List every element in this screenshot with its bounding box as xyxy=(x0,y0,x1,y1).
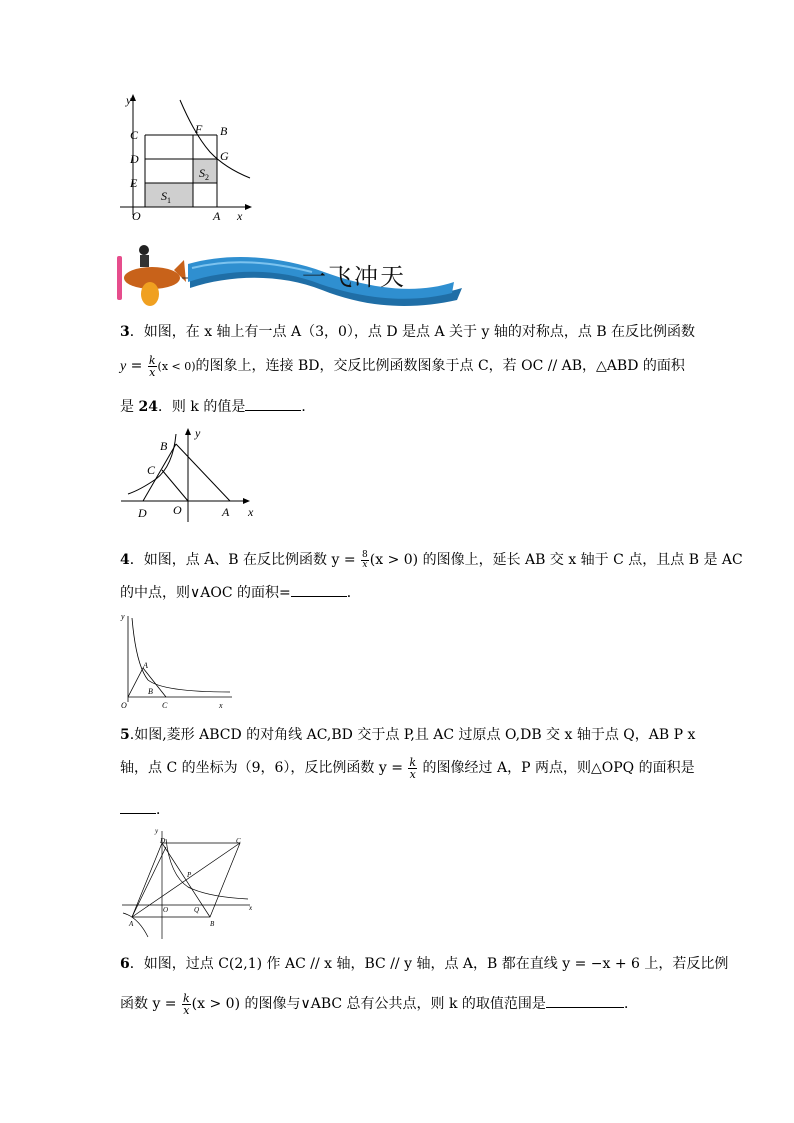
q4-line1 xyxy=(120,549,743,570)
q3-text-3a: 是 xyxy=(120,399,139,415)
q4-frac-num: 8 xyxy=(362,549,368,560)
diagonal-db xyxy=(162,843,210,917)
label-f: F xyxy=(195,122,203,136)
q5-answer-blank[interactable] xyxy=(120,801,156,814)
label-b: B xyxy=(160,439,168,453)
label-d: D xyxy=(138,506,147,520)
q5-text-end: ． xyxy=(156,802,170,818)
line-a-d xyxy=(132,847,169,917)
label-d: D xyxy=(130,152,139,166)
segment-oc xyxy=(162,470,188,501)
q5-text-2a: 轴，点 C 的坐标为（9，6），反比例函数 y = xyxy=(120,760,408,776)
q5-line3 xyxy=(120,801,680,818)
q6-fraction xyxy=(182,993,191,1016)
q5-frac-num: k xyxy=(409,755,417,769)
label-x: x xyxy=(249,904,253,912)
q3-text-end: ． xyxy=(301,399,316,415)
q3-text-2: 的图象上，连接 BD，交反比例函数图象于点 C，若 OC // AB，△ABD 的面积 xyxy=(195,358,685,374)
q6-text-end: ． xyxy=(623,996,638,1012)
label-a: A xyxy=(213,209,221,223)
q4-line2 xyxy=(120,584,680,601)
q4-text-end: ． xyxy=(346,585,361,601)
segment-ba xyxy=(176,444,230,501)
label-c: C xyxy=(162,701,168,710)
label-y: y xyxy=(121,612,125,621)
q3-text-3c: ．则 k 的值是 xyxy=(157,399,246,415)
q4-text-2a: 的中点，则∨AOC 的面积= xyxy=(120,585,291,601)
q3-line2 xyxy=(120,353,685,379)
q5-line2 xyxy=(120,755,695,781)
pilot-body xyxy=(140,255,149,267)
banner xyxy=(112,238,467,308)
label-b: B xyxy=(220,124,228,138)
q6-text-2a: 函数 y = xyxy=(120,996,181,1012)
figure-q5 xyxy=(118,825,258,943)
q3-fraction xyxy=(148,355,157,378)
label-a: A xyxy=(143,661,148,670)
label-s1: $S_1$ xyxy=(161,189,171,205)
y-arrow xyxy=(185,428,191,435)
q6-number: 6 xyxy=(120,956,130,972)
q3-frac-den: x xyxy=(149,365,156,379)
x-arrow xyxy=(245,204,252,210)
q6-answer-blank[interactable] xyxy=(546,995,624,1008)
hyperbola-left xyxy=(123,913,148,937)
q5-text-2b: 的图像经过 A，P 两点，则△OPQ 的面积是 xyxy=(418,760,695,776)
hyperbola-right xyxy=(166,839,248,899)
label-x: x xyxy=(237,209,243,223)
q3-answer-blank[interactable] xyxy=(245,398,301,411)
banner-title: 一飞冲天 xyxy=(302,263,406,291)
q6-line1 xyxy=(120,956,729,972)
label-b: B xyxy=(148,687,153,696)
label-y: y xyxy=(155,827,159,835)
pilot-head xyxy=(139,245,149,255)
label-x: x xyxy=(219,701,223,710)
label-o: O xyxy=(163,906,169,914)
q4-number: 4 xyxy=(120,552,130,568)
label-c: C xyxy=(147,463,156,477)
label-b: B xyxy=(210,920,215,928)
label-q: Q xyxy=(194,906,200,914)
q6-frac-den: x xyxy=(183,1003,190,1017)
label-g: G xyxy=(220,149,229,163)
q5-line1 xyxy=(120,727,696,743)
hyperbola xyxy=(132,618,230,692)
label-d: D xyxy=(160,837,166,845)
q3-fn-y: y xyxy=(120,359,127,374)
label-y: y xyxy=(195,426,201,440)
label-a: A xyxy=(222,505,230,519)
plane-wing xyxy=(141,282,159,306)
segment-ac xyxy=(143,668,166,697)
q3-fn-eq: = xyxy=(126,358,147,374)
label-x: x xyxy=(248,505,254,519)
q3-line1 xyxy=(120,324,696,340)
figure-q4 xyxy=(118,610,238,712)
label-o: O xyxy=(132,209,141,223)
label-p: P xyxy=(187,871,192,879)
q3-frac-num: k xyxy=(148,353,156,367)
q4-fraction xyxy=(361,551,369,570)
label-o: O xyxy=(173,503,182,517)
q6-frac-num: k xyxy=(183,991,190,1005)
q3-number: 3 xyxy=(120,324,130,340)
q5-text-1: .如图,菱形 ABCD 的对角线 AC,BD 交于点 P,且 AC 过原点 O,DB 交 x 轴于点 Q，AB P x xyxy=(129,727,696,743)
label-c: C xyxy=(130,128,139,142)
figure-q3 xyxy=(118,424,263,524)
segment-oa xyxy=(128,668,143,697)
q6-line2 xyxy=(120,992,680,1016)
label-o: O xyxy=(121,701,127,710)
q4-frac-den: x xyxy=(362,559,368,570)
q4-answer-blank[interactable] xyxy=(291,584,347,597)
label-e: E xyxy=(130,176,138,190)
q5-number: 5 xyxy=(120,727,130,743)
q4-text-1a: ．如图，点 A、B 在反比例函数 y = xyxy=(129,552,361,568)
q6-text-1: ．如图，过点 C(2,1) 作 AC // x 轴，BC // y 轴，点 A，B 都在直线 y = −x + 6 上，若反比例 xyxy=(129,956,729,972)
q3-area-value: 24 xyxy=(138,399,158,415)
q4-text-1b: (x > 0) 的图像上，延长 AB 交 x 轴于 C 点，且点 B 是 AC xyxy=(369,552,743,568)
q3-fn-cond: (x < 0) xyxy=(157,360,196,373)
label-c: C xyxy=(236,837,241,845)
q6-text-2b: (x > 0) 的图像与∨ABC 总有公共点，则 k 的取值范围是 xyxy=(191,996,546,1012)
x-arrow xyxy=(243,498,250,504)
q3-text-1: ．如图，在 x 轴上有一点 A（3，0），点 D 是点 A 关于 y 轴的对称点，点 B 在反比例函数 xyxy=(129,324,696,340)
propeller xyxy=(117,256,122,300)
figure-q2 xyxy=(110,90,270,230)
label-s2: $S_2$ xyxy=(199,166,209,182)
label-a: A xyxy=(129,920,134,928)
q3-line3 xyxy=(120,398,680,415)
q5-fraction xyxy=(408,757,417,780)
q5-frac-den: x xyxy=(409,767,416,781)
label-y: y xyxy=(126,93,132,107)
